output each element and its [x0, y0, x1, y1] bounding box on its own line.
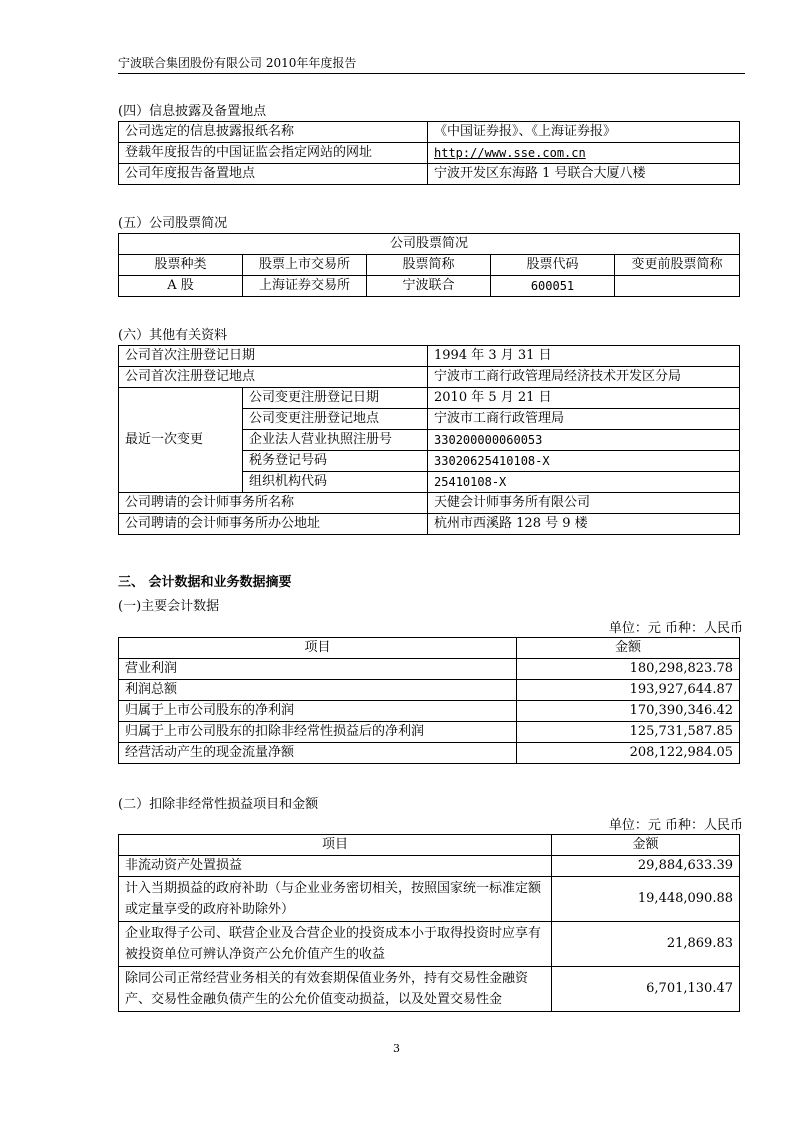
change-label: 税务登记号码	[243, 451, 428, 472]
item-cell: 利润总额	[119, 680, 517, 701]
item-cell: 除同公司正常经营业务相关的有效套期保值业务外，持有交易性金融资产、交易性金融负债产生的公允价值变动损益，以及处置交易性金	[119, 967, 552, 1012]
section5-heading: (五）公司股票简况	[118, 216, 228, 231]
disclosure-label: 公司年度报告备置地点	[119, 164, 428, 185]
column-header: 股票上市交易所	[243, 255, 367, 276]
column-header: 金额	[552, 835, 740, 856]
item-cell: 计入当期损益的政府补助（与企业业务密切相关，按照国家统一标准定额或定量享受的政府补助除外）	[119, 877, 552, 922]
amount-cell: 21,869.83	[552, 922, 740, 967]
info-value: 天健会计师事务所有限公司	[428, 493, 740, 514]
table-header-row	[119, 255, 740, 276]
amount-cell: 29,884,633.39	[552, 856, 740, 877]
sub2-heading: (二）扣除非经常性损益项目和金额	[118, 797, 319, 812]
column-header: 股票种类	[119, 255, 243, 276]
page-number: 3	[393, 1042, 400, 1055]
table-row	[119, 143, 740, 164]
disclosure-label: 公司选定的信息披露报纸名称	[119, 122, 428, 143]
disclosure-table	[118, 121, 740, 185]
item-cell: 企业取得子公司、联营企业及合营企业的投资成本小于取得投资时应享有被投资单位可辨认净资产公允价值产生的收益	[119, 922, 552, 967]
table-row	[119, 722, 740, 743]
key-accounting-table	[118, 637, 740, 764]
stock-table-title: 公司股票简况	[119, 234, 740, 255]
other-info-table	[118, 345, 740, 535]
column-header: 股票简称	[367, 255, 491, 276]
info-label: 公司聘请的会计师事务所名称	[119, 493, 428, 514]
sub1-unit: 单位：元 币种：人民币	[608, 621, 743, 636]
disclosure-value: 宁波开发区东海路 1 号联合大厦八楼	[428, 164, 740, 185]
info-value: 杭州市西溪路 128 号 9 楼	[428, 514, 740, 535]
website-link[interactable]: http://www.sse.com.cn	[428, 143, 740, 164]
amount-cell: 170,390,346.42	[517, 701, 740, 722]
stock-short-name: 宁波联合	[367, 276, 491, 297]
amount-cell: 125,731,587.85	[517, 722, 740, 743]
change-value: 25410108-X	[428, 472, 740, 493]
amount-cell: 6,701,130.47	[552, 967, 740, 1012]
table-row	[119, 388, 740, 409]
amount-cell: 19,448,090.88	[552, 877, 740, 922]
non-recurring-table	[118, 834, 740, 1012]
table-row	[119, 367, 740, 388]
table-row	[119, 122, 740, 143]
section6-heading: (六）其他有关资料	[118, 328, 228, 343]
table-row	[119, 346, 740, 367]
column-header: 股票代码	[491, 255, 615, 276]
report-header-title: 宁波联合集团股份有限公司 2010年年度报告	[118, 56, 357, 70]
disclosure-label: 登载年度报告的中国证监会指定网站的网址	[119, 143, 428, 164]
info-label: 公司首次注册登记日期	[119, 346, 428, 367]
item-cell: 经营活动产生的现金流量净额	[119, 743, 517, 764]
info-value: 宁波市工商行政管理局经济技术开发区分局	[428, 367, 740, 388]
info-label: 公司首次注册登记地点	[119, 367, 428, 388]
table-row	[119, 701, 740, 722]
table-row	[119, 514, 740, 535]
table-header-row	[119, 638, 740, 659]
stock-table	[118, 233, 740, 297]
change-label: 公司变更注册登记地点	[243, 409, 428, 430]
change-label: 组织机构代码	[243, 472, 428, 493]
table-row	[119, 234, 740, 255]
table-header-row	[119, 835, 740, 856]
amount-cell: 180,298,823.78	[517, 659, 740, 680]
recent-change-label: 最近一次变更	[119, 388, 243, 493]
item-cell: 归属于上市公司股东的扣除非经常性损益后的净利润	[119, 722, 517, 743]
amount-cell: 193,927,644.87	[517, 680, 740, 701]
header-divider	[118, 73, 745, 74]
item-cell: 非流动资产处置损益	[119, 856, 552, 877]
info-label: 公司聘请的会计师事务所办公地址	[119, 514, 428, 535]
info-value: 1994 年 3 月 31 日	[428, 346, 740, 367]
stock-type: A 股	[119, 276, 243, 297]
table-row	[119, 659, 740, 680]
table-row	[119, 877, 740, 922]
change-label: 公司变更注册登记日期	[243, 388, 428, 409]
section3-heading: 三、 会计数据和业务数据摘要	[118, 575, 292, 590]
table-row	[119, 164, 740, 185]
sub1-heading: (一)主要会计数据	[118, 599, 220, 614]
previous-short-name	[615, 276, 740, 297]
table-row	[119, 743, 740, 764]
disclosure-value: 《中国证券报》、《上海证券报》	[428, 122, 740, 143]
table-row	[119, 967, 740, 1012]
change-label: 企业法人营业执照注册号	[243, 430, 428, 451]
column-header: 金额	[517, 638, 740, 659]
change-value: 宁波市工商行政管理局	[428, 409, 740, 430]
column-header: 项目	[119, 638, 517, 659]
sub2-unit: 单位：元 币种：人民币	[608, 818, 743, 833]
table-row	[119, 493, 740, 514]
stock-code: 600051	[491, 276, 615, 297]
column-header: 项目	[119, 835, 552, 856]
item-cell: 归属于上市公司股东的净利润	[119, 701, 517, 722]
change-value: 33020625410108-X	[428, 451, 740, 472]
table-row	[119, 922, 740, 967]
table-row	[119, 680, 740, 701]
section4-heading: (四）信息披露及备置地点	[118, 104, 267, 119]
item-cell: 营业利润	[119, 659, 517, 680]
table-row	[119, 276, 740, 297]
table-row	[119, 856, 740, 877]
column-header: 变更前股票简称	[615, 255, 740, 276]
change-value: 2010 年 5 月 21 日	[428, 388, 740, 409]
amount-cell: 208,122,984.05	[517, 743, 740, 764]
change-value: 330200000060053	[428, 430, 740, 451]
stock-exchange: 上海证券交易所	[243, 276, 367, 297]
